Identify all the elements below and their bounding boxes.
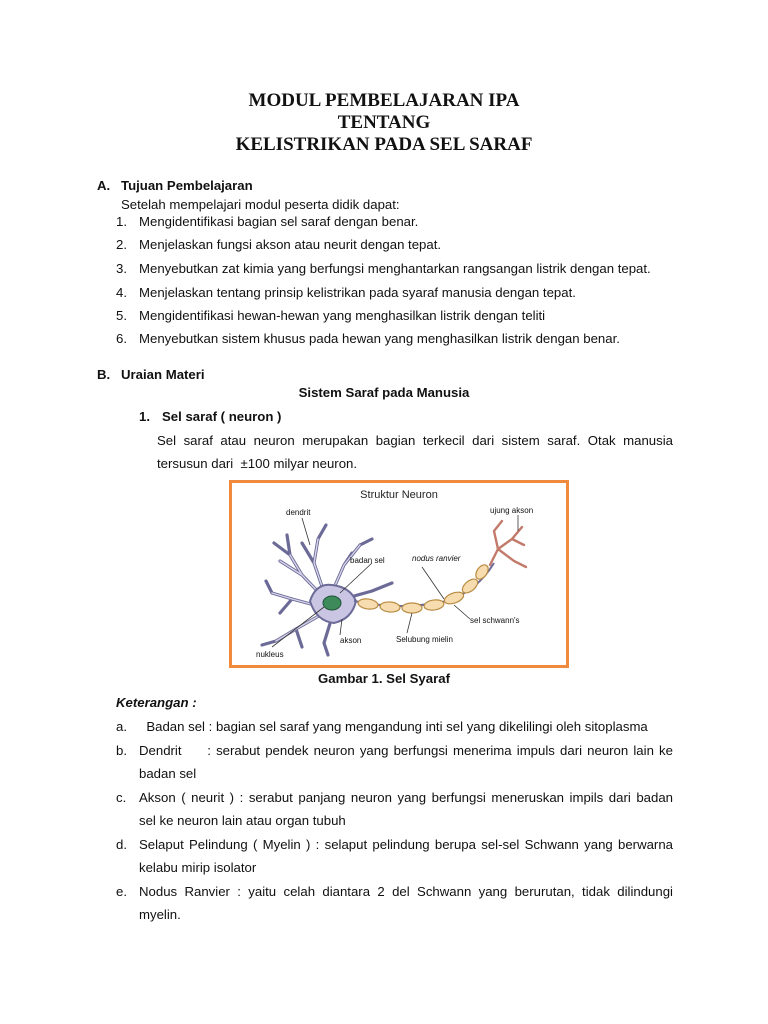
figure-caption: Gambar 1. Sel Syaraf: [318, 671, 450, 686]
keterangan-text: kelabu mirip isolator: [139, 860, 257, 875]
figure-title: Struktur Neuron: [360, 489, 438, 501]
keterangan-text: Nodus Ranvier : yaitu celah diantara 2 del Schwann yang berurutan, tidak dilindungi: [139, 884, 673, 899]
objective-text: Menjelaskan fungsi akson atau neurit dengan tepat.: [139, 237, 442, 252]
label-dendrit: dendrit: [286, 508, 311, 517]
neuron-figure: [229, 480, 569, 668]
neuron-diagram: [232, 483, 566, 665]
doc-title-line-3: KELISTRIKAN PADA SEL SARAF: [235, 134, 533, 155]
section-b-marker: B.: [97, 367, 111, 382]
objective-text: Mengidentifikasi hewan-hewan yang menghasilkan listrik dengan teliti: [139, 308, 546, 323]
keterangan-marker: a.: [116, 719, 127, 734]
keterangan-heading: Keterangan :: [116, 695, 197, 710]
objective-number: 2.: [116, 237, 127, 252]
section-b-subheading: Sistem Saraf pada Manusia: [298, 385, 470, 400]
neuron-paragraph-line-2: tersusun dari ±100 milyar neuron.: [157, 456, 358, 471]
label-badan-sel: badan sel: [350, 556, 385, 565]
keterangan-text: sel ke neuron lain atau organ tubuh: [139, 813, 346, 828]
keterangan-text: Badan sel : bagian sel saraf yang mengandung inti sel yang dikelilingi oleh sitoplasma: [139, 719, 648, 734]
label-akson: akson: [340, 636, 362, 645]
label-nukleus: nukleus: [256, 650, 284, 659]
label-ujung-akson: ujung akson: [490, 506, 534, 515]
objective-number: 4.: [116, 285, 127, 300]
section-a-marker: A.: [97, 178, 111, 193]
keterangan-text: Selaput Pelindung ( Myelin ) : selaput pelindung berupa sel-sel Schwann yang berwarna: [139, 837, 673, 852]
nucleus-shape: [323, 596, 341, 610]
objective-text: Menyebutkan zat kimia yang berfungsi menghantarkan rangsangan listrik dengan tepat.: [139, 261, 651, 276]
objective-text: Menjelaskan tentang prinsip kelistrikan pada syaraf manusia dengan tepat.: [139, 285, 576, 300]
keterangan-marker: b.: [116, 743, 127, 758]
keterangan-marker: c.: [116, 790, 127, 805]
keterangan-marker: e.: [116, 884, 127, 899]
keterangan-marker: d.: [116, 837, 127, 852]
neuron-paragraph-line-1: Sel saraf atau neuron merupakan bagian terkecil dari sistem saraf. Otak manusia: [157, 433, 673, 448]
keterangan-text: Akson ( neurit ) : serabut panjang neuron yang berfungsi meneruskan impils dari badan: [139, 790, 673, 805]
label-nodus-ranvier: nodus ranvier: [412, 554, 461, 563]
section-a-heading: Tujuan Pembelajaran: [121, 178, 253, 193]
section-b-heading: Uraian Materi: [121, 367, 205, 382]
objective-number: 5.: [116, 308, 127, 323]
keterangan-text: badan sel: [139, 766, 197, 781]
objective-number: 1.: [116, 214, 127, 229]
subsection-title: Sel saraf ( neuron ): [162, 409, 282, 424]
section-a-intro: Setelah mempelajari modul peserta didik dapat:: [121, 197, 400, 212]
objective-text: Mengidentifikasi bagian sel saraf dengan benar.: [139, 214, 419, 229]
label-sel-schwann: sel schwann's: [470, 616, 520, 625]
keterangan-text: Dendrit : serabut pendek neuron yang berfungsi menerima impuls dari neuron lain ke: [139, 743, 673, 758]
objective-text: Menyebutkan sistem khusus pada hewan yang menghasilkan listrik dengan benar.: [139, 331, 620, 346]
doc-title-line-2: TENTANG: [337, 112, 431, 133]
subsection-number: 1.: [139, 409, 150, 424]
axon-terminal-drawing: [490, 521, 526, 567]
label-selubung-mielin: Selubung mielin: [396, 635, 453, 644]
keterangan-text: myelin.: [139, 907, 181, 922]
objective-number: 6.: [116, 331, 127, 346]
doc-title-line-1: MODUL PEMBELAJARAN IPA: [248, 90, 520, 111]
objective-number: 3.: [116, 261, 127, 276]
